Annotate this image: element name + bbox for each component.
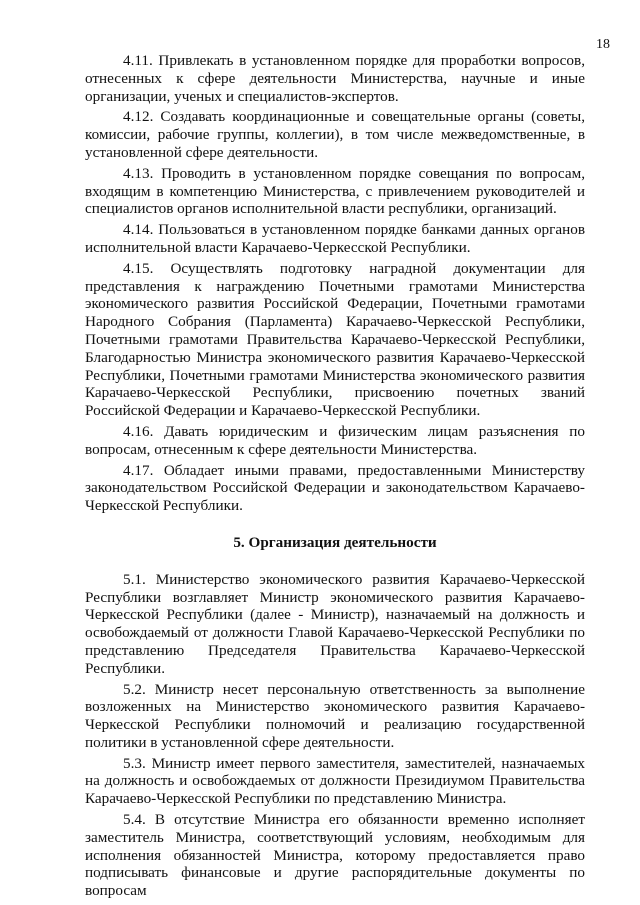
paragraph-4-13: 4.13. Проводить в установленном порядке совещания по вопросам, входящим в компетенцию Министерства, с привлечением руководителей и специалистов органов исполнительной власти республики, организаций. [85,164,585,218]
document-body [85,52,585,903]
paragraph-5-3: 5.3. Министр имеет первого заместителя, заместителей, назначаемых на должность и освобождаемых от должности Президиумом Правительства Карачаево-Черкесской Республики по представлению Министра. [85,754,585,808]
paragraph-5-2: 5.2. Министр несет персональную ответственность за выполнение возложенных на Министерство экономического развития Карачаево-Черкесской Республики полномочий и реализацию государственной политики в установленной сфере деятельности. [85,680,585,751]
section-heading: 5. Организация деятельности [233,533,437,551]
page-number: 18 [596,37,610,52]
paragraph-5-1: 5.1. Министерство экономического развития Карачаево-Черкесской Республики возглавляет Министр экономического развития Карачаево-Черкесской Республики (далее - Министр), назначаемый на должность и освобождаемый от должности Главой Карачаево-Черкесской Республики по представлению Председателя Правительства Карачаево-Черкесской Республики. [85,570,585,677]
paragraph-4-17: 4.17. Обладает иными правами, предоставленными Министерству законодательством Российской Федерации и законодательством Карачаево-Черкесской Республики. [85,461,585,515]
paragraph-4-11: 4.11. Привлекать в установленном порядке для проработки вопросов, отнесенных к сфере деятельности Министерства, научные и иные организации, ученых и специалистов-экспертов. [85,52,585,105]
paragraph-4-16: 4.16. Давать юридическим и физическим лицам разъяснения по вопросам, отнесенным к сфере деятельности Министерства. [85,422,585,458]
paragraph-4-12: 4.12. Создавать координационные и совещательные органы (советы, комиссии, рабочие группы, коллегии), в том числе межведомственные, в установленной сфере деятельности. [85,108,585,161]
paragraph-5-4: 5.4. В отсутствие Министра его обязанности временно исполняет заместитель Министра, соответствующий условиям, необходимым для исполнения обязанностей Министра, которому предоставляется право подписывать финансовые и другие распорядительные документы по вопросам [85,811,585,900]
paragraph-4-15: 4.15. Осуществлять подготовку наградной документации для представления к награждению Почетными грамотами Министерства экономического развития Российской Федерации, Почетными грамотами Народного Собрания (Парламента) Карачаево-Черкесской Республики, Почетными грамотами Правительства Карачаево-Черкесской Республики, Благодарностью Министра экономического развития Карачаево-Черкесской Республики, Почетными грамотами Министерства экономического развития Карачаево-Черкесской Республики, присвоению почетных званий Российской Федерации и Карачаево-Черкесской Республики. [85,259,585,420]
paragraph-4-14: 4.14. Пользоваться в установленном порядке банками данных органов исполнительной власти Карачаево-Черкесской Республики. [85,221,585,256]
